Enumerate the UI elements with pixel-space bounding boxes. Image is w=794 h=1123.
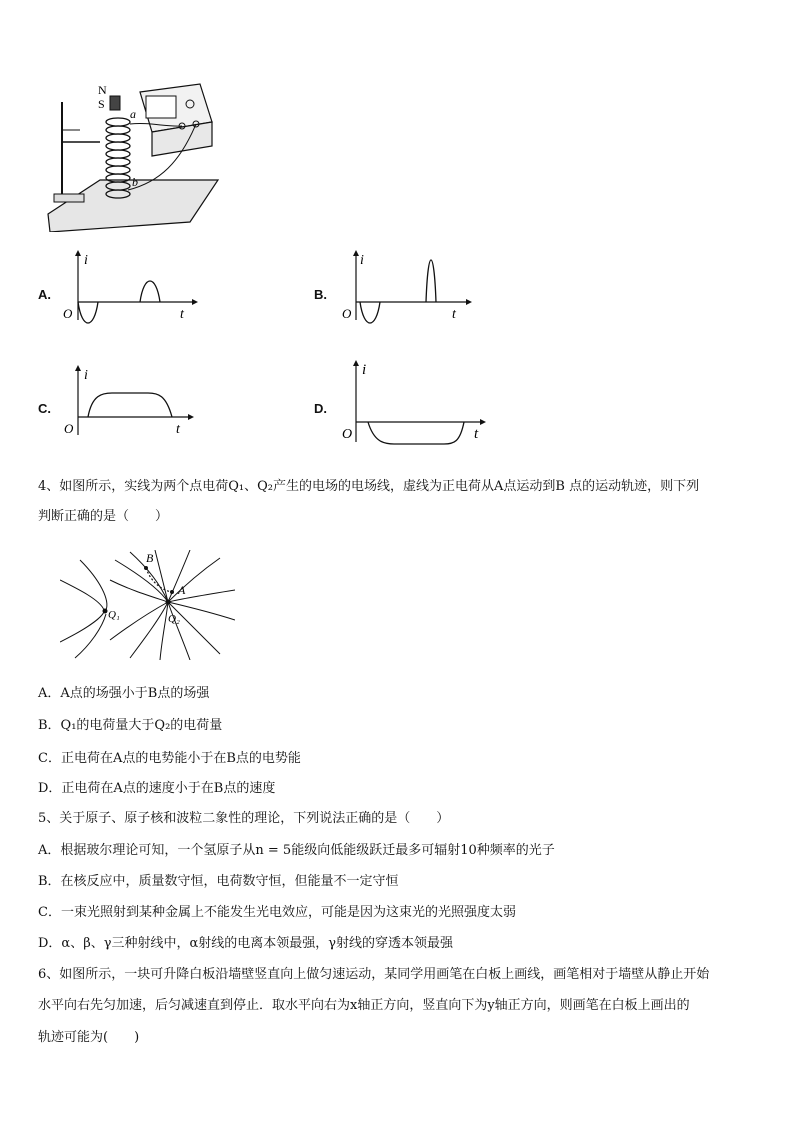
label-a: a (130, 107, 136, 121)
label-b: b (132, 175, 138, 189)
graph-option-a (60, 250, 200, 325)
field-lines-figure (60, 550, 235, 660)
q6-stem-line1: 6、如图所示，一块可升降白板沿墙壁竖直向上做匀速运动，某同学用画笔在白板上画线，画笔相对于墙壁从静止开始 (38, 967, 710, 982)
option-c-letter: C. (38, 401, 51, 416)
q5-stem: 5、关于原子、原子核和波粒二象性的理论，下列说法正确的是（ ） (38, 811, 450, 826)
q5-option-b: B．在核反应中，质量数守恒，电荷数守恒，但能量不一定守恒 (38, 874, 399, 889)
label-s: S (98, 97, 105, 111)
option-a-origin: O (63, 306, 73, 321)
apparatus-figure (40, 82, 220, 232)
graph-option-c (60, 365, 200, 440)
q5-option-c: C．一束光照射到某种金属上不能发生光电效应，可能是因为这束光的光照强度太弱 (38, 905, 516, 920)
q5-option-d: D．α、β、γ三种射线中，α射线的电离本领最强，γ射线的穿透本领最强 (38, 936, 454, 951)
q4-stem-line1: 4、如图所示，实线为两个点电荷Q₁、Q₂产生的电场的电场线，虚线为正电荷从A点运动到B 点的运动轨迹，则下列 (38, 479, 700, 494)
q4-option-c: C．正电荷在A点的电势能小于在B点的电势能 (38, 751, 301, 766)
option-a-ylabel: i (84, 253, 88, 268)
q6-stem-line3: 轨迹可能为( ) (38, 1030, 140, 1045)
q6-stem-line2: 水平向右先匀加速，后匀减速直到停止．取水平向右为x轴正方向，竖直向下为y轴正方向，则画笔在白板上画出的 (38, 998, 690, 1013)
fig-label-b: B (146, 551, 154, 565)
option-b-letter: B. (314, 287, 327, 302)
option-c-origin: O (64, 421, 74, 436)
option-c-ylabel: i (84, 368, 88, 383)
q4-option-b: B．Q₁的电荷量大于Q₂的电荷量 (38, 718, 223, 733)
graph-option-b (338, 250, 478, 325)
q4-option-d: D．正电荷在A点的速度小于在B点的速度 (38, 781, 276, 796)
graph-option-d (338, 360, 493, 445)
fig-label-q2: Q₂ (168, 613, 180, 625)
label-n: N (98, 83, 107, 97)
option-a-xlabel: t (180, 307, 184, 322)
q4-stem-line2: 判断正确的是（ ） (38, 509, 169, 524)
option-c-xlabel: t (176, 422, 180, 437)
option-b-xlabel: t (452, 307, 456, 322)
option-d-letter: D. (314, 401, 327, 416)
q4-option-a: A．A点的场强小于B点的场强 (38, 686, 210, 701)
option-b-ylabel: i (360, 253, 364, 268)
option-d-xlabel: t (474, 426, 479, 442)
fig-label-a: A (178, 583, 186, 597)
option-a-letter: A. (38, 287, 51, 302)
fig-label-q1: Q₁ (108, 609, 120, 621)
option-d-origin: O (342, 427, 353, 442)
option-d-ylabel: i (362, 362, 367, 378)
option-b-origin: O (342, 306, 352, 321)
q5-option-a: A．根据玻尔理论可知，一个氢原子从n = 5能级向低能级跃迁最多可辐射10种频率的光子 (38, 843, 555, 858)
